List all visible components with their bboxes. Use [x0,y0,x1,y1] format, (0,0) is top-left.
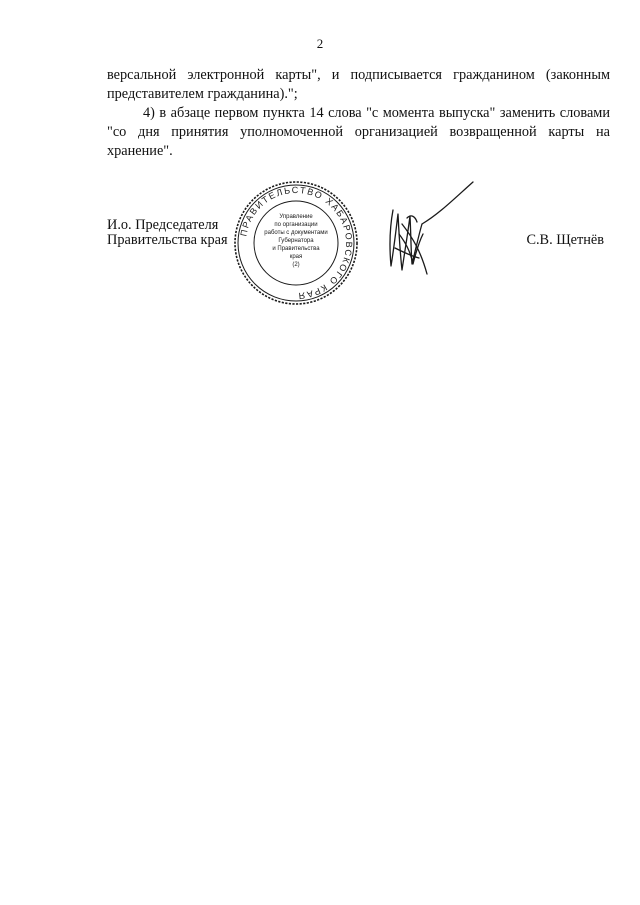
paragraph-continuation: версальной электронной карты", и подписывается гражданином (законным представителем гражданина)."; [107,67,610,102]
seal-line-5: и Правительства [272,246,320,252]
signatory-position-line1: И.о. Председателя [107,217,219,233]
seal-ring-text: ПРАВИТЕЛЬСТВО ХАБАРОВСКОГО КРАЯ [238,184,355,302]
seal-line-6: края [289,254,303,260]
signatory-name: С.В. Щетнёв [526,232,604,248]
seal-line-1: Управление [279,214,313,220]
official-seal [233,180,359,306]
seal-line-4: Губернатора [278,238,314,244]
seal-line-2: по организации [274,222,318,228]
paragraph-amendment-4: 4) в абзаце первом пункта 14 слова "с момента выпуска" заменить словами "со дня принятия уполномоченной организацией возвращенной карты на хранение". [107,105,610,159]
body-text [107,66,610,161]
signatory-position [107,218,228,248]
page-number: 2 [316,36,324,51]
handwritten-signature [375,178,485,283]
signatory-position-line2: Правительства края [107,232,228,248]
seal-line-3: работы с документами [264,230,328,236]
seal-line-7: (2) [292,262,300,268]
